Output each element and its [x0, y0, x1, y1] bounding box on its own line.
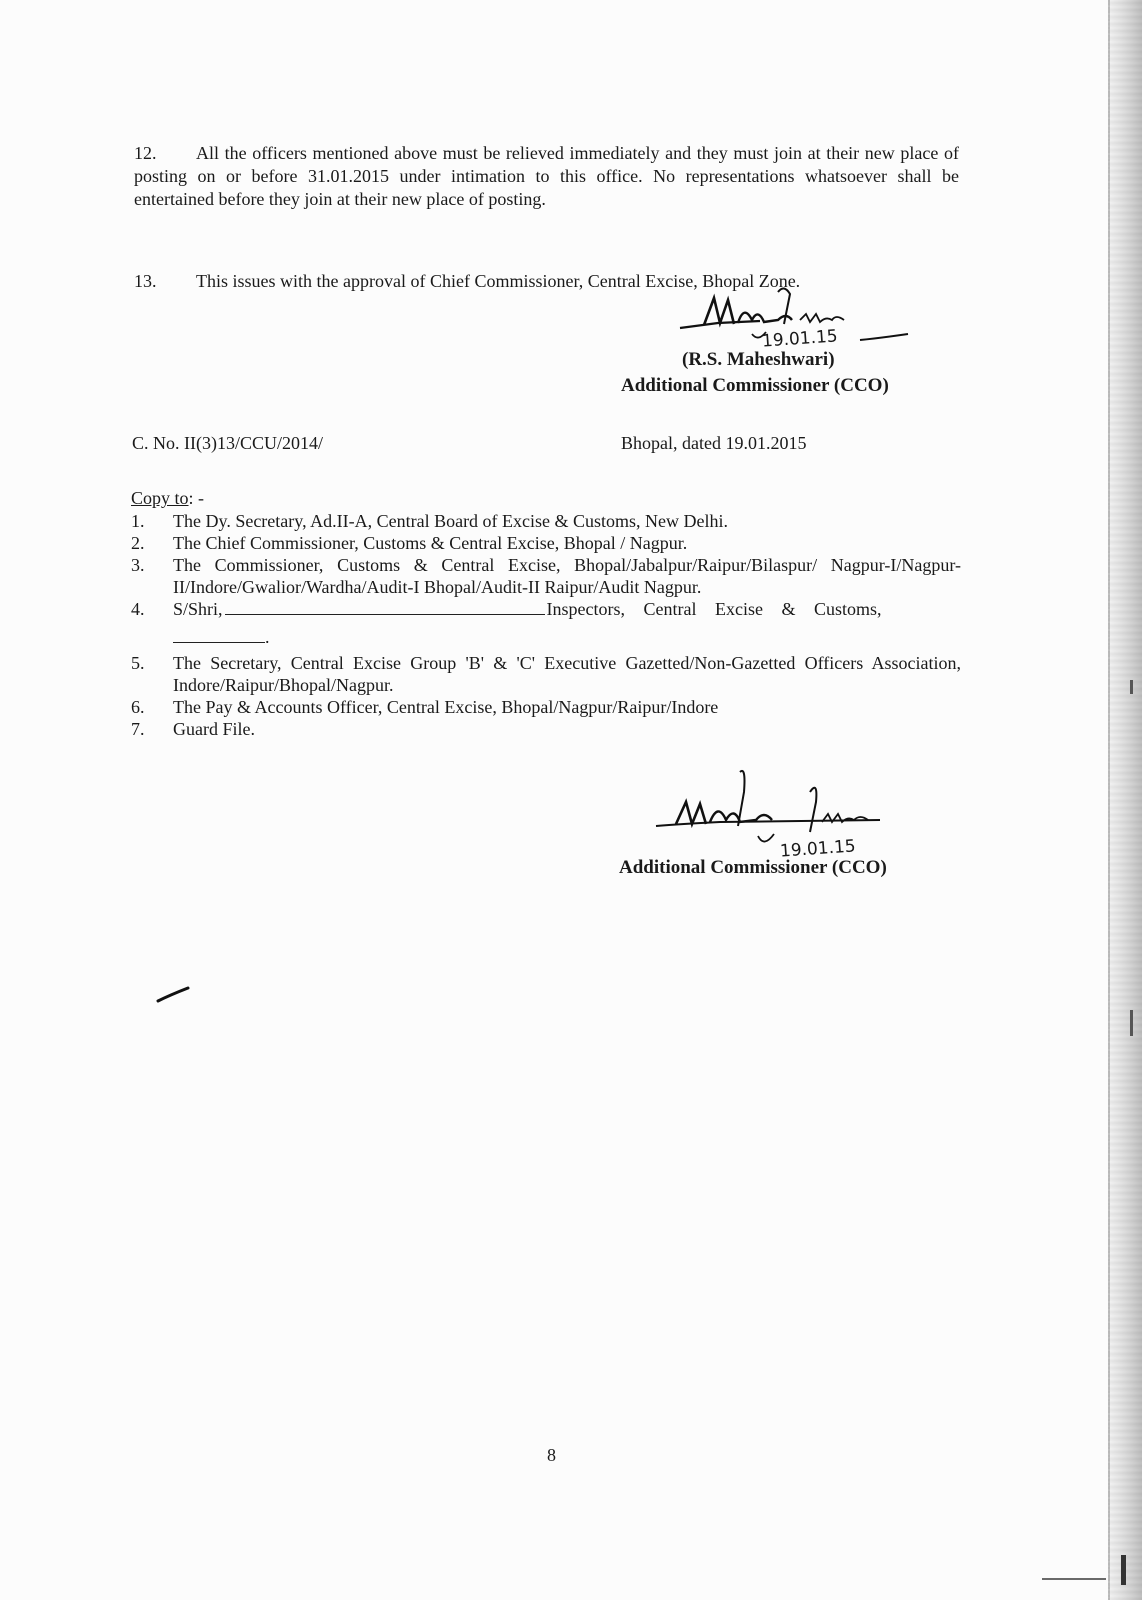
list-item — [131, 598, 961, 648]
handwritten-date: 19.01.15 — [761, 326, 839, 352]
handwritten-date: 19.01.15 — [779, 836, 857, 862]
signatory-designation: Additional Commissioner (CCO) — [621, 375, 889, 396]
list-item-number: 3. — [131, 555, 145, 575]
list-item-end: . — [265, 627, 270, 647]
file-number: C. No. II(3)13/CCU/2014/ — [132, 433, 323, 453]
list-item-number: 5. — [131, 653, 145, 673]
page-number: 8 — [547, 1445, 556, 1465]
list-item — [131, 510, 961, 532]
paragraph-text: All the officers mentioned above must be relieved immediately and they must join at their new place of posting on or before 31.01.2015 under intimation to this office. No representations whatsoever shall be entertained before they join at their new place of posting. — [134, 143, 959, 209]
list-item-number: 4. — [131, 599, 145, 619]
list-item — [131, 652, 961, 696]
list-item-number: 7. — [131, 719, 145, 739]
pen-stroke-mark — [154, 985, 194, 1005]
blank-fill-line — [225, 598, 545, 615]
copy-to-label: Copy to — [131, 488, 189, 508]
list-item-text: The Chief Commissioner, Customs & Central Excise, Bhopal / Nagpur. — [173, 533, 688, 553]
scan-border — [1108, 0, 1142, 1600]
place-and-date: Bhopal, dated 19.01.2015 — [621, 433, 807, 453]
list-item-text: Guard File. — [173, 719, 255, 739]
list-item — [131, 718, 961, 740]
paragraph-number: 13. — [134, 271, 157, 291]
copy-to-heading — [131, 487, 204, 510]
list-item-text: The Dy. Secretary, Ad.II-A, Central Board of Excise & Customs, New Delhi. — [173, 511, 729, 531]
list-item-text: The Commissioner, Customs & Central Excise, Bhopal/Jabalpur/Raipur/Bilaspur/ Nagpur-I/Nagpur-II/Indore/Gwalior/Wardha/Audit-I Bhopal/Audit-II Raipur/Audit Nagpur. — [173, 555, 961, 597]
copy-to-list — [131, 510, 961, 740]
signatory-name: (R.S. Maheshwari) — [682, 349, 835, 370]
paragraph-number: 12. — [134, 143, 157, 163]
paragraph-text: This issues with the approval of Chief Commissioner, Central Excise, Bhopal Zone. — [196, 271, 801, 291]
copy-to-suffix: : - — [188, 488, 205, 508]
list-item-prefix: S/Shri, — [173, 599, 223, 619]
blank-fill-line — [173, 626, 265, 643]
list-item — [131, 696, 961, 718]
list-item-number: 1. — [131, 511, 145, 531]
list-item — [131, 554, 961, 598]
list-item — [131, 532, 961, 554]
list-item-number: 6. — [131, 697, 145, 717]
list-item-suffix: Inspectors, Central Excise & Customs, — [546, 599, 882, 619]
paragraph-12 — [134, 142, 959, 211]
list-item-text: The Secretary, Central Excise Group 'B' & 'C' Executive Gazetted/Non-Gazetted Officers Association, Indore/Raipur/Bhopal/Nagpur. — [173, 653, 961, 695]
list-item-number: 2. — [131, 533, 145, 553]
scan-artifact-line — [1042, 1578, 1106, 1580]
signatory-designation: Additional Commissioner (CCO) — [619, 857, 887, 878]
list-item-text: The Pay & Accounts Officer, Central Excise, Bhopal/Nagpur/Raipur/Indore — [173, 697, 719, 717]
